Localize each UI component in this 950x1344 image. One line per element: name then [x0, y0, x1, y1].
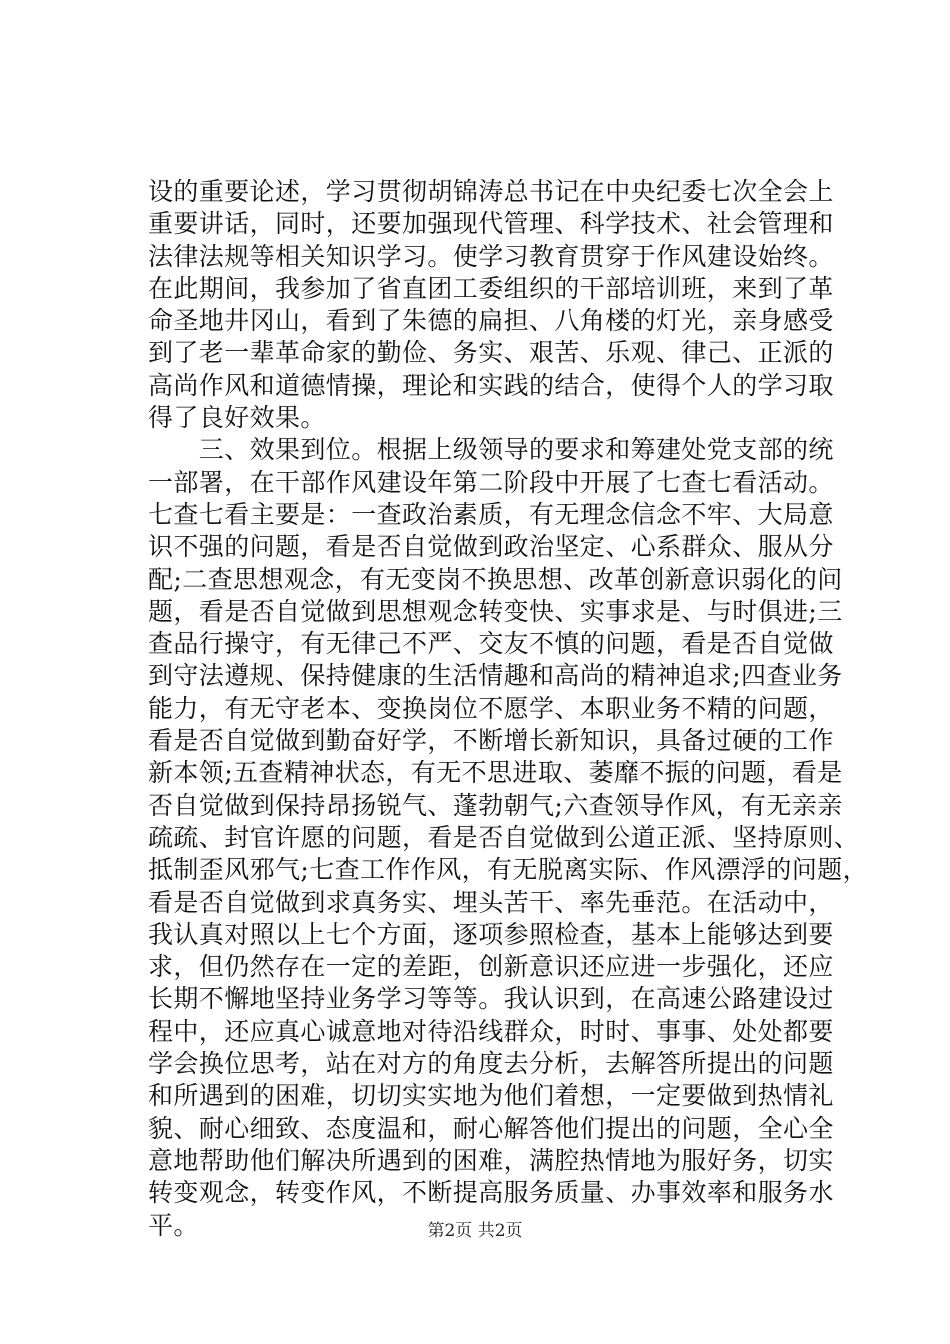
- text-line: 疏疏、封官许愿的问题，看是否自觉做到公道正派、坚持原则、: [148, 822, 860, 852]
- text-line: 我认真对照以上七个方面，逐项参照检查，基本上能够达到要: [148, 919, 834, 949]
- text-line: 抵制歪风邪气;七查工作作风，有无脱离实际、作风漂浮的问题，: [148, 855, 869, 885]
- text-line: 长期不懈地坚持业务学习等等。我认识到，在高速公路建设过: [148, 984, 834, 1014]
- text-line: 否自觉做到保持昂扬锐气、蓬勃朝气;六查领导作风，有无亲亲: [148, 790, 843, 820]
- text-line: 和所遇到的困难，切切实实地为他们着想，一定要做到热情礼: [148, 1081, 834, 1111]
- text-line: 查品行操守，有无律己不严、交友不慎的问题，看是否自觉做: [148, 629, 834, 659]
- text-line: 三、效果到位。根据上级领导的要求和筹建处党支部的统: [148, 435, 834, 465]
- text-line: 貌、耐心细致、态度温和，耐心解答他们提出的问题，全心全: [148, 1113, 834, 1143]
- text-line: 平。: [148, 1210, 199, 1240]
- text-line: 看是否自觉做到求真务实、埋头苦干、率先垂范。在活动中，: [148, 887, 834, 917]
- body-text: [148, 176, 869, 1242]
- text-line: 高尚作风和道德情操，理论和实践的结合，使得个人的学习取: [148, 370, 834, 400]
- text-line: 七查七看主要是：一查政治素质，有无理念信念不牢、大局意: [148, 499, 834, 529]
- text-line: 法律法规等相关知识学习。使学习教育贯穿于作风建设始终。: [148, 241, 834, 271]
- text-line: 看是否自觉做到勤奋好学，不断增长新知识，具备过硬的工作: [148, 726, 834, 756]
- text-line: 新本领;五查精神状态，有无不思进取、萎靡不振的问题，看是: [148, 758, 843, 788]
- text-line: 能力，有无守老本、变换岗位不愿学、本职业务不精的问题，: [148, 693, 834, 723]
- text-line: 重要讲话，同时，还要加强现代管理、科学技术、社会管理和: [148, 209, 834, 239]
- page-footer: 第2页 共2页: [427, 1221, 523, 1241]
- text-line: 学会换位思考，站在对方的角度去分析，去解答所提出的问题: [148, 1049, 834, 1079]
- text-line: 得了良好效果。: [148, 403, 326, 433]
- text-line: 在此期间，我参加了省直团工委组织的干部培训班，来到了革: [148, 273, 834, 303]
- text-line: 转变观念，转变作风，不断提高服务质量、办事效率和服务水: [148, 1178, 834, 1208]
- text-line: 到了老一辈革命家的勤俭、务实、艰苦、乐观、律己、正派的: [148, 338, 834, 368]
- text-line: 求，但仍然存在一定的差距，创新意识还应进一步强化，还应: [148, 952, 834, 982]
- text-line: 设的重要论述，学习贯彻胡锦涛总书记在中央纪委七次全会上: [148, 177, 834, 206]
- text-line: 意地帮助他们解决所遇到的困难，满腔热情地为服好务，切实: [148, 1145, 834, 1175]
- text-line: 程中，还应真心诚意地对待沿线群众，时时、事事、处处都要: [148, 1016, 834, 1046]
- text-line: 配;二查思想观念，有无变岗不换思想、改革创新意识弱化的问: [148, 564, 843, 594]
- text-line: 题，看是否自觉做到思想观念转变快、实事求是、与时俱进;三: [148, 596, 843, 626]
- text-line: 一部署，在干部作风建设年第二阶段中开展了七查七看活动。: [148, 467, 834, 497]
- text-line: 到守法遵规、保持健康的生活情趣和高尚的精神追求;四查业务: [148, 661, 843, 691]
- text-line: 命圣地井冈山，看到了朱德的扁担、八角楼的灯光，亲身感受: [148, 306, 834, 336]
- text-line: 识不强的问题，看是否自觉做到政治坚定、心系群众、服从分: [148, 532, 834, 562]
